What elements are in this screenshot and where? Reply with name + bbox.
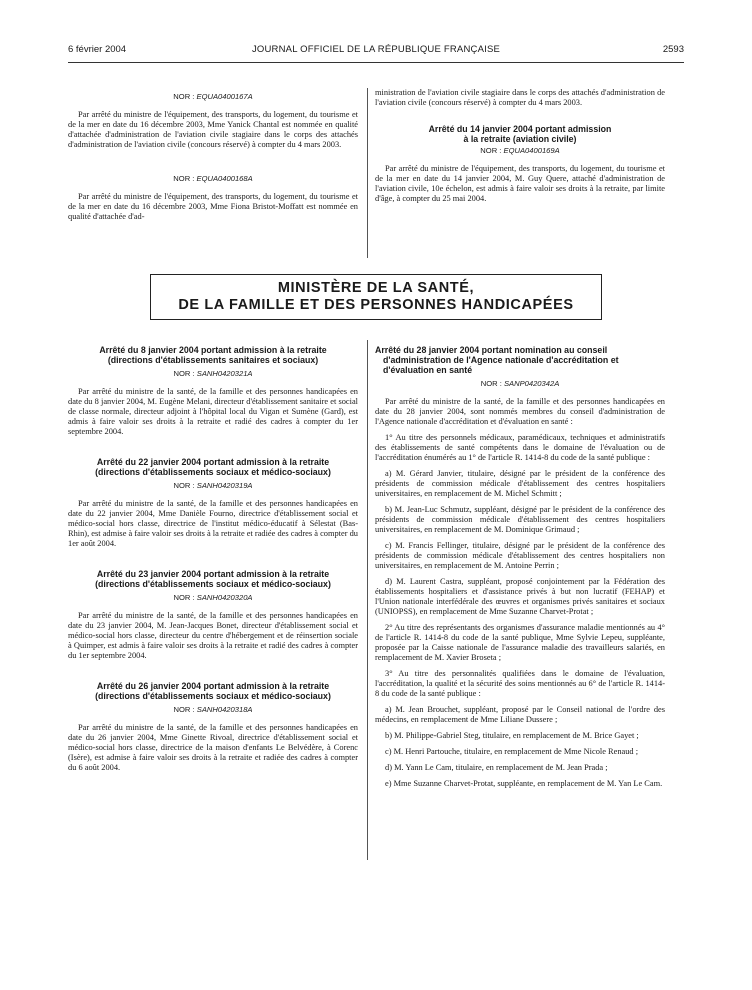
ministry-title-line1: MINISTÈRE DE LA SANTÉ, [277, 280, 475, 296]
decree-paragraph: Par arrêté du ministre de la santé, de la famille et des personnes handicapées en date du 22 janvier 2004, Mme Danièle Fourno, directrice d'établissement social et médico-social hors classe, directrice de l'institut médico-éducatif à Sélestat (Bas-Rhin), est admise à faire valoir ses droits à la retraite et radiée des cadres à compter du 1er août 2004. [68, 499, 358, 548]
decree-title: Arrêté du 28 janvier 2004 portant nomination au conseil d'administration de l'Agence nationale d'accréditation et d'évaluation en santé [375, 345, 619, 375]
decree-paragraph: 3° Au titre des personnalités qualifiées dans le domaine de l'évaluation, l'accréditation, la qualité et la sécurité des soins mentionnés au 6° de l'article R. 1414-8 du code de la santé publique : [375, 669, 665, 698]
nor-line: NOR : SANH0420318A [173, 705, 253, 714]
decree-paragraph: Par arrêté du ministre de la santé, de la famille et des personnes handicapées en date du 26 janvier 2004, Mme Ginette Rivoal, directrice d'établissement social et médico-social hors classe, directrice de la maison d'enfants Le Belvédère, à Corenc (Isère), est admise à faire valoir ses droits à la retraite et radiée des cadres à compter du 6 août 2004. [68, 723, 358, 772]
decree-entry [68, 457, 358, 549]
nor-reference: SANH0420318A [196, 705, 253, 714]
nor-line: NOR : SANH0420321A [173, 369, 253, 378]
decree-title: Arrêté du 23 janvier 2004 portant admission à la retraite (directions d'établissements sociaux et médico-sociaux) [95, 569, 331, 589]
decree-paragraph: ministration de l'aviation civile stagiaire dans le corps des attachés d'administration de l'aviation civile (concours réservé) à compter du 4 mars 2003. [375, 88, 665, 107]
nor-reference: SANH0420321A [196, 369, 253, 378]
decree-paragraph: a) M. Gérard Janvier, titulaire, désigné par le président de la conférence des présidents de commission médicale d'établissement des centres hospitaliers universitaires, en remplacement de M. Michel Schmitt ; [375, 469, 665, 498]
nor-reference: SANH0420319A [196, 481, 253, 490]
decree-paragraph: Par arrêté du ministre de la santé, de la famille et des personnes handicapées en date du 8 janvier 2004, M. Eugène Melani, directeur d'établissement sanitaire et social de classe normale, directeur adjoint à l'hôpital local du Vigan et Sumène (Gard), est admis à faire valoir ses droits à la retraite et radié des cadres à compter du 1er septembre 2004. [68, 387, 358, 436]
decree-entry [68, 345, 358, 437]
decree-paragraph: b) M. Philippe-Gabriel Steg, titulaire, en remplacement de M. Brice Gayet ; [385, 731, 639, 740]
ministry-banner [150, 274, 602, 320]
decree-title: Arrêté du 8 janvier 2004 portant admission à la retraite (directions d'établissements sanitaires et sociaux) [99, 345, 327, 365]
decree-entry [68, 569, 358, 661]
decree-title: Arrêté du 22 janvier 2004 portant admission à la retraite (directions d'établissements sociaux et médico-sociaux) [95, 457, 331, 477]
nor-reference: SANH0420320A [196, 593, 253, 602]
decree-paragraph: d) M. Yann Le Cam, titulaire, en remplacement de M. Jean Prada ; [385, 763, 608, 772]
decree-paragraph: Par arrêté du ministre de l'équipement, des transports, du logement, du tourisme et de la mer en date du 16 décembre 2003, Mme Yanick Chantal est nommée en qualité d'attachée d'administration de l'aviation civile stagiaire dans le corps des attachés d'administration de l'aviation civile (concours réservé) à compter du 4 mars 2003. [68, 110, 358, 149]
decree-paragraph: 2° Au titre des représentants des organismes d'assurance maladie mentionnés au 4° de l'article R. 1414-8 du code de la santé publique, Mme Sylvie Lepeu, suppléante, proposée par la Caisse nationale de l'assurance maladie des travailleurs salariés, en remplacement de M. Xavier Broseta ; [375, 623, 665, 662]
column-divider [367, 340, 368, 860]
decree-paragraph: b) M. Jean-Luc Schmutz, suppléant, désigné par le président de la conférence des présidents de commission médicale d'établissement des centres hospitaliers universitaires, en remplacement de M. Dominique Grimaud ; [375, 505, 665, 534]
nor-line: NOR : SANH0420320A [173, 593, 253, 602]
decree-paragraph: 1° Au titre des personnels médicaux, paramédicaux, techniques et administratifs des établissements de santé compétents dans le domaine de l'évaluation ou de l'accréditation énumérés au 1° de l'article R. 1414-8 du code de la santé publique : [375, 433, 665, 462]
issue-date: 6 février 2004 [68, 44, 127, 55]
nor-line: NOR : SANP0420342A [480, 379, 560, 388]
decree-entry [68, 681, 358, 773]
decree-title: Arrêté du 26 janvier 2004 portant admission à la retraite (directions d'établissements sociaux et médico-sociaux) [95, 681, 331, 701]
top-right-column [375, 88, 665, 210]
decree-paragraph: c) M. Francis Fellinger, titulaire, désigné par le président de la conférence des présidents de commission médicale d'établissement des centres hospitaliers non universitaires, en remplacement de M. Antoine Perrin ; [375, 541, 665, 570]
nor-reference: EQUA0400167A [196, 92, 253, 101]
decree-title: Arrêté du 14 janvier 2004 portant admission à la retraite (aviation civile) [428, 124, 612, 144]
nor-reference: EQUA0400169A [503, 146, 560, 155]
page-header [68, 44, 684, 58]
column-divider [367, 88, 368, 258]
decree-paragraph: Par arrêté du ministre de la santé, de la famille et des personnes handicapées en date du 28 janvier 2004, sont nommés membres du conseil d'administration de l'Agence nationale d'accréditation et d'évaluation en santé : [375, 397, 665, 426]
nor-reference: EQUA0400168A [196, 174, 253, 183]
decree-paragraph: a) M. Jean Brouchet, suppléant, proposé par le Conseil national de l'ordre des médecins, en remplacement de Mme Liliane Dussere ; [375, 705, 665, 724]
header-rule [68, 62, 684, 63]
decree-paragraph: Par arrêté du ministre de l'équipement, des transports, du logement, du tourisme et de la mer en date du 16 décembre 2003, Mme Fiona Bristot-Moffatt est nommée en qualité d'attachée d'ad- [68, 192, 358, 221]
page-number: 2593 [662, 44, 684, 55]
left-column [68, 345, 358, 779]
right-column [375, 345, 665, 795]
nor-reference: SANP0420342A [503, 379, 560, 388]
decree-paragraph: Par arrêté du ministre de l'équipement, des transports, du logement, du tourisme et de la mer en date du 14 janvier 2004, M. Guy Quere, attaché d'administration de l'aviation civile, 10e échelon, est admis à faire valoir ses droits à la retraite, par limite d'âge, à compter du 25 mai 2004. [375, 164, 665, 203]
decree-paragraph: d) M. Laurent Castra, suppléant, proposé conjointement par la Fédération des établissements hospitaliers et d'assistance privés à but non lucratif (FEHAP) et l'Union nationale interfédérale des œuvres et organismes privés sanitaires et sociaux (UNIOPSS), en remplacement de Mme Suzanne Charvet-Protat ; [375, 577, 665, 616]
decree-paragraph: c) M. Henri Partouche, titulaire, en remplacement de Mme Nicole Renaud ; [385, 747, 639, 756]
decree-paragraph: Par arrêté du ministre de la santé, de la famille et des personnes handicapées en date du 23 janvier 2004, M. Jean-Jacques Bonet, directeur d'établissement social et médico-social hors classe, directeur du centre d'hébergement et de réinsertion sociale à Quimper, est admis à faire valoir ses droits à la retraite et radié des cadres à compter du 1er septembre 2004. [68, 611, 358, 660]
decree-paragraph: e) Mme Suzanne Charvet-Protat, suppléante, en remplacement de M. Yan Le Cam. [385, 779, 663, 788]
journal-title: JOURNAL OFFICIEL DE LA RÉPUBLIQUE FRANÇAISE [251, 44, 501, 55]
ministry-title-line2: DE LA FAMILLE ET DES PERSONNES HANDICAPÉES [178, 297, 574, 313]
nor-line: NOR : EQUA0400167A [173, 92, 253, 101]
top-left-column [68, 92, 358, 228]
nor-line: NOR : SANH0420319A [173, 481, 253, 490]
nor-line: NOR : EQUA0400169A [480, 146, 560, 155]
nor-line: NOR : EQUA0400168A [173, 174, 253, 183]
